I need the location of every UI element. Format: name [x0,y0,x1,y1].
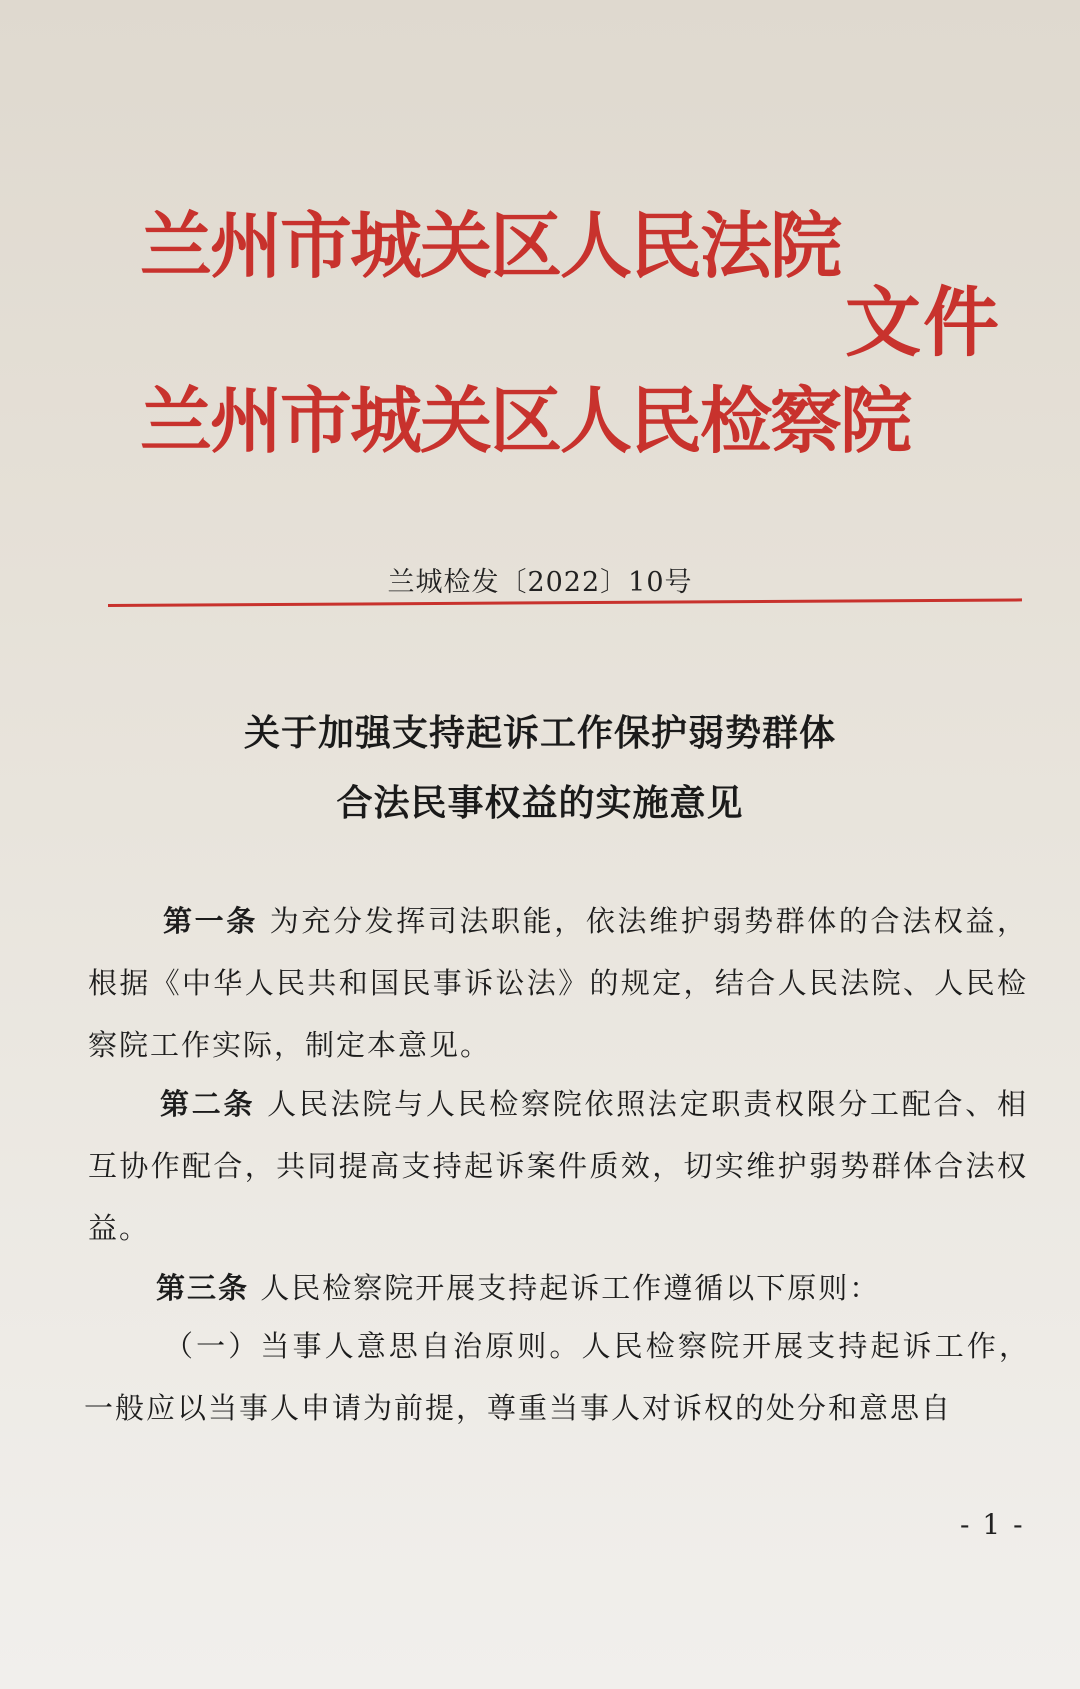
article-2-label: 第二条 [160,1087,256,1121]
article-2-text: 人民法院与人民检察院依照法定职责权限分工配合、相互协作配合，共同提高支持起诉案件质效，切实维护弱势群体合法权益。 [88,1087,1028,1245]
article-1-paragraph [88,890,1028,1076]
article-3-item-1-text: （一）当事人意思自治原则。人民检察院开展支持起诉工作，一般应以当事人申请为前提，尊重当事人对诉权的处分和意思自 [84,1329,1030,1425]
article-1-label: 第一条 [163,904,258,938]
article-3-text: 人民检察院开展支持起诉工作遵循以下原则： [260,1271,881,1305]
article-3-paragraph [88,1257,1028,1319]
issuer-procuratorate-name: 兰州市城关区人民检察院 [140,378,911,463]
document-title-line-2: 合法民事权益的实施意见 [336,782,744,824]
document-title-line-1: 关于加强支持起诉工作保护弱势群体 [243,712,836,754]
article-3-label: 第三条 [156,1271,250,1305]
issuer-header [140,190,1040,490]
article-2-paragraph [88,1073,1028,1259]
article-1-text: 为充分发挥司法职能，依法维护弱势群体的合法权益，根据《中华人民共和国民事诉讼法》的规定，结合人民法院、人民检察院工作实际，制定本意见。 [88,904,1028,1062]
document-type-word: 文件 [845,278,1001,367]
page-number: - 1 - [960,1508,1025,1541]
document-number: 兰城检发〔2022〕10号 [387,567,693,598]
red-separator-line [108,598,1022,607]
article-3-item-1-paragraph [84,1315,1030,1439]
issuer-court-name: 兰州市城关区人民法院 [140,203,841,288]
